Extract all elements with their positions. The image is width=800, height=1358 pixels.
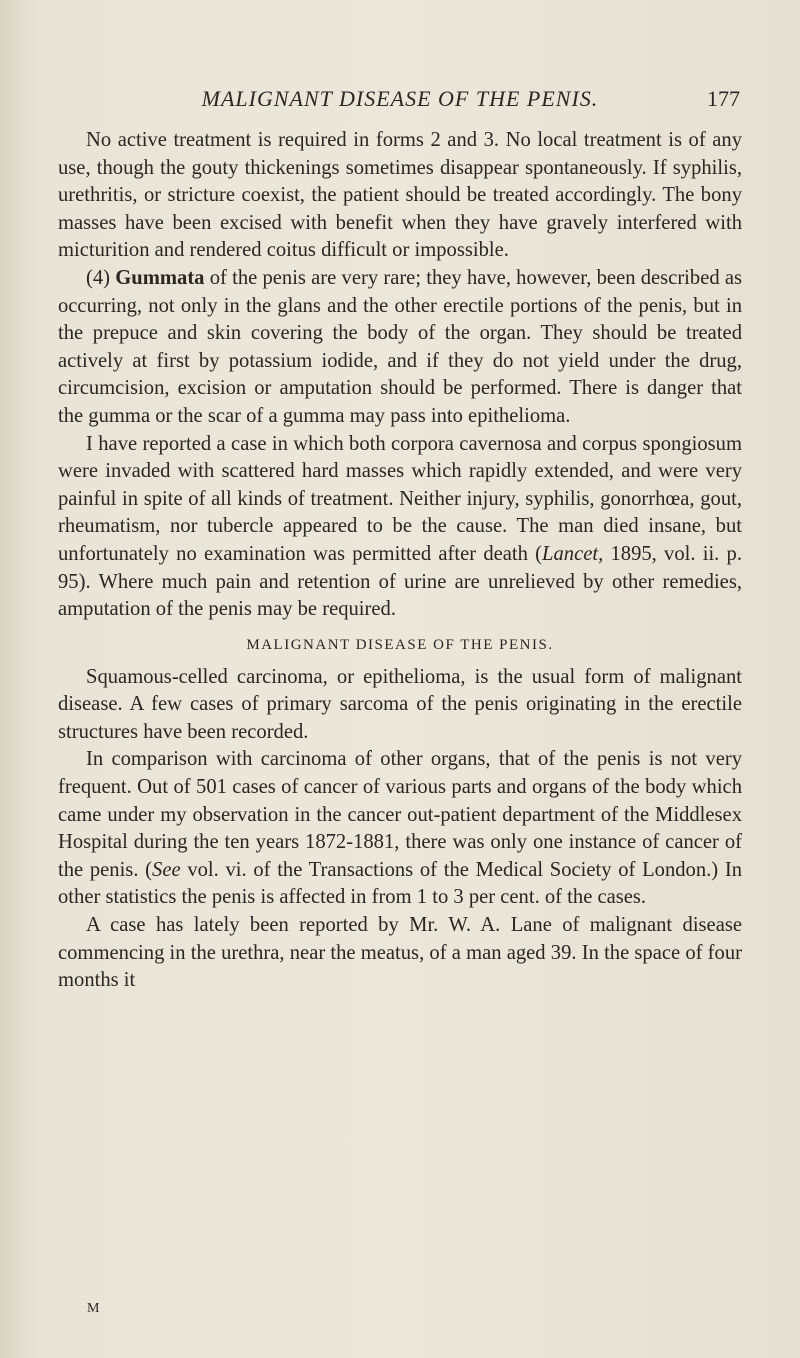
running-title: MALIGNANT DISEASE OF THE PENIS.: [201, 86, 599, 111]
case-text-a: I have reported a case in which both corpora cavernosa and corpus spongiosum were invaded with scattered hard masses which rapidly extended, and were very painful in spite of all kinds of treatment. Neither injury, syphilis, gonorrhœa, gout, rheumatism, nor tubercle appeared to be the cause. The man died insane, but unfortunately no examination was permitted after death (: [58, 432, 742, 565]
paragraph-case-report: [58, 431, 742, 624]
body-text: [58, 127, 742, 995]
stats-text-b: vol. vi. of the Transactions of the Medical Society of London.) In other statistics the penis is affected in from 1 to 3 per cent. of the cases.: [58, 858, 742, 909]
paragraph-gummata: [58, 265, 742, 431]
paragraph-lane-case: A case has lately been reported by Mr. W. A. Lane of malignant disease commencing in the urethra, near the meatus, of a man aged 39. In the space of four months it: [58, 914, 742, 992]
paragraph-carcinoma: Squamous-celled carcinoma, or epithelioma, is the usual form of malignant disease. A few cases of primary sarcoma of the penis originating in the erectile structures have been recorded.: [58, 665, 742, 743]
gummata-text: of the penis are very rare; they have, however, been described as occurring, not only in the glans and the other erectile portions of the penis, but in the prepuce and skin covering the body of the organ. They should be treated actively at first by potassium iodide, and if they do not yield under the drug, circumcision, excision or amputation should be performed. There is danger that the gumma or the scar of a gumma may pass into epithelioma.: [58, 266, 743, 427]
section-heading: MALIGNANT DISEASE OF THE PENIS.: [246, 636, 554, 653]
paragraph-statistics: [58, 746, 742, 912]
page-number: 177: [707, 86, 740, 111]
running-head: [60, 86, 740, 116]
case-text-b: 1895, vol. ii. p. 95). Where much pain and retention of urine are unrelieved by other remedies, amputation of the penis may be required.: [58, 542, 742, 621]
see-reference: See: [152, 858, 181, 881]
signature-mark: M: [87, 1301, 101, 1316]
item-number: (4): [86, 266, 111, 289]
paragraph-treatment: No active treatment is required in forms 2 and 3. No local treatment is of any use, though the gouty thickenings sometimes disappear spontaneously. If syphilis, urethritis, or stricture coexist, the patient should be treated accordingly. The bony masses have been excised with benefit when they have gravely interfered with micturition and rendered coitus difficult or impossible.: [58, 129, 742, 262]
gummata-term: Gummata: [115, 266, 205, 289]
lancet-citation: Lancet,: [542, 542, 604, 565]
stats-text-a: In comparison with carcinoma of other organs, that of the penis is not very frequent. Out of 501 cases of cancer of various parts and organs of the body which came under my observation in the cancer out-patient department of the Middlesex Hospital during the ten years 1872-1881, there was only one instance of cancer of the penis. (: [58, 748, 742, 881]
